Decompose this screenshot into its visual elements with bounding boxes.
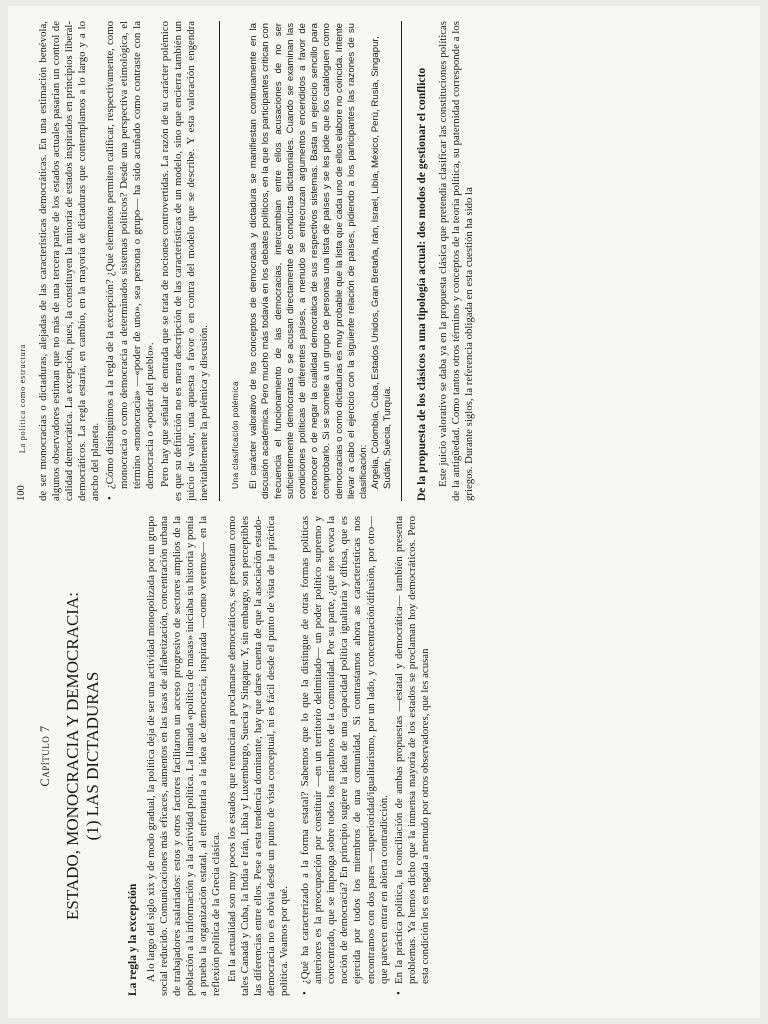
chapter-label: Capítulo 7 bbox=[38, 725, 52, 787]
left-page bbox=[8, 516, 748, 996]
right-page bbox=[8, 21, 748, 501]
paragraph: Pero hay que señalar de entrada que se trata de nociones controvertidas. La razón de su carácter polémico es que su definición no es mera descripción de las características de un modelo, sino que encierra también un juicio de valor, una apuesta a favor o en contra del modelo que se describe. Y esta valoración engendra inevitablemente la polémica y discusión. bbox=[158, 21, 211, 501]
scanned-page bbox=[8, 6, 760, 1018]
page-number: 100 bbox=[16, 485, 27, 501]
running-header bbox=[16, 21, 27, 501]
paragraph: A lo largo del siglo xix y de modo gradual, la política deja de ser una actividad monopolizada por un grupo social reducido. Comunicaciones más eficaces, aumentos en las tasas de alfabetización, concentración urbana de trabajadores asalariados: estos y otros factores facilitaron un acceso progresivo de sectores amplios de la población a la información y a la actividad política. La llamada «política de masas» iniciaba su historia y ponía a prueba la organización estatal, al enfrentarla a la idea de democracia, inspirada —como veremos— en la reflexión política de la Grecia clásica. bbox=[145, 516, 223, 996]
box-text: El carácter valorativo de los conceptos de democracia y dictadura se manifiestan continuamente en la discusión académica. Pero mucho más todavía en los debates políticos, en la que los participantes critican con frecuencia el funcionamiento de las democracias, intercambian entre ellos acusaciones de no ser suficientemente demócratas o se acusan directamente de conductas dictatoriales. Cuando se examinan las condiciones políticas de diferentes países, a menudo se entrecruzan argumentos encendidos a favor de reconocer o de negar la cualidad democrática de sus respectivos sistemas. Basta un ejercicio sencillo para comprobarlo. Si se somete a un grupo de personas una lista de países y se les pide que los cataloguen como democracias o como dictaduras es muy probable que la lista que cada uno de ellos elabore no coincida. Intente llevar a cabo el ejercicio con la siguiente relación de países, pidiendo a los participantes las razones de su clasificación: bbox=[248, 23, 370, 499]
box-title: Una clasificación polémica bbox=[230, 381, 241, 489]
bullet-paragraph: • ¿Qué ha caracterizado a la forma estatal? Sabemos que lo que la distingue de otras formas políticas anteriores es la preocupación por constituir —en un territorio delimitado— un poder político supremo y concentrado, que se imponga sobre todos los miembros de la comunidad. Por su parte, ¿qué nos evoca la noción de democracia? En principio sugiere la idea de una capacidad política igualitaria y difusa, que es ejercida por todos los miembros de una comunidad. Si contrastamos ahora as características nos encontramos con dos pares —superioridad/igualitarismo, por un lado, y concentración/difusión, por otro— que parecen entrar en abierta contradicción. bbox=[299, 516, 391, 996]
running-title: La política como estructura bbox=[17, 343, 27, 454]
paragraph: Este juicio valorativo se daba ya en la propuesta clásica que pretendía clasificar las constituciones políticas de la antigüedad. Como tantos otros términos y conceptos de la teoría política, su paternidad corresponde a los griegos. Durante siglos, la referencia obligada en esta cuestión ha sido la bbox=[437, 21, 476, 501]
paragraph: de ser monocracias o dictaduras, alejadas de las características democráticas. En una estimación benévola, algunos observadores estiman que no más de una tercera parte de los estados actuales pasarían un control de calidad democrática. La excepción, pues, la constituyen la minoría de estados inspirados en principios liberal-democráticos. La regla estaría, en cambio, en la mayoría de dictaduras que contemplamos a lo largo y a lo ancho del planeta. bbox=[37, 21, 102, 501]
section-heading: De la propuesta de los clásicos a una tipología actual: dos modos de gestionar el conflicto bbox=[415, 67, 428, 501]
chapter-subtitle: (1) LAS DICTADURAS bbox=[83, 671, 102, 841]
bullet-paragraph: • ¿Cómo distinguimos a la regla de la excepción? ¿Qué elementos permiten calificar, respectivamente, como monocracia o como democracia a determinados sistemas políticos? Desde una perspectiva etimológica, el término «monocracia» —«poder de uno», sea persona o grupo— ha sido acuñado como contraste con la democracia o «poder del pueblo». bbox=[104, 21, 156, 501]
sidebar-box bbox=[219, 21, 401, 501]
paragraph: En la actualidad son muy pocos los estados que renuncian a proclamarse democráticos, se presentan como tales Canadá y Cuba, la India e Irán, Libia y Luxemburgo, Suecia y Singapur. Y, sin embargo, son perceptibles las diferencias entre ellos. Pese a esta tendencia dominante, hay que darse cuenta de que la asociación estado-democracia no es obvia desde un punto de vista conceptual, ni es fácil desde el punto de vista de la práctica política. Veamos por qué. bbox=[225, 516, 290, 996]
section-heading: La regla y la excepción bbox=[127, 883, 139, 996]
chapter-title: ESTADO, MONOCRACIA Y DEMOCRACIA: bbox=[63, 592, 82, 920]
bullet-paragraph: • En la práctica política, la conciliación de ambas propuestas —estatal y democrática— también presenta problemas. Ya hemos dicho que la inmensa mayoría de los estados se proclaman hoy democráticos. Pero esta condición les es negada a menudo por otros observadores, que les acusan bbox=[393, 516, 432, 996]
country-list: Argelia, Colombia, Cuba, Estados Unidos, Gran Bretaña, Irán, Israel, Libia, México, Perú, Rusia, Singapur, Sudán, Suecia, Turquía. bbox=[370, 36, 394, 489]
book-spread bbox=[8, 6, 748, 1006]
